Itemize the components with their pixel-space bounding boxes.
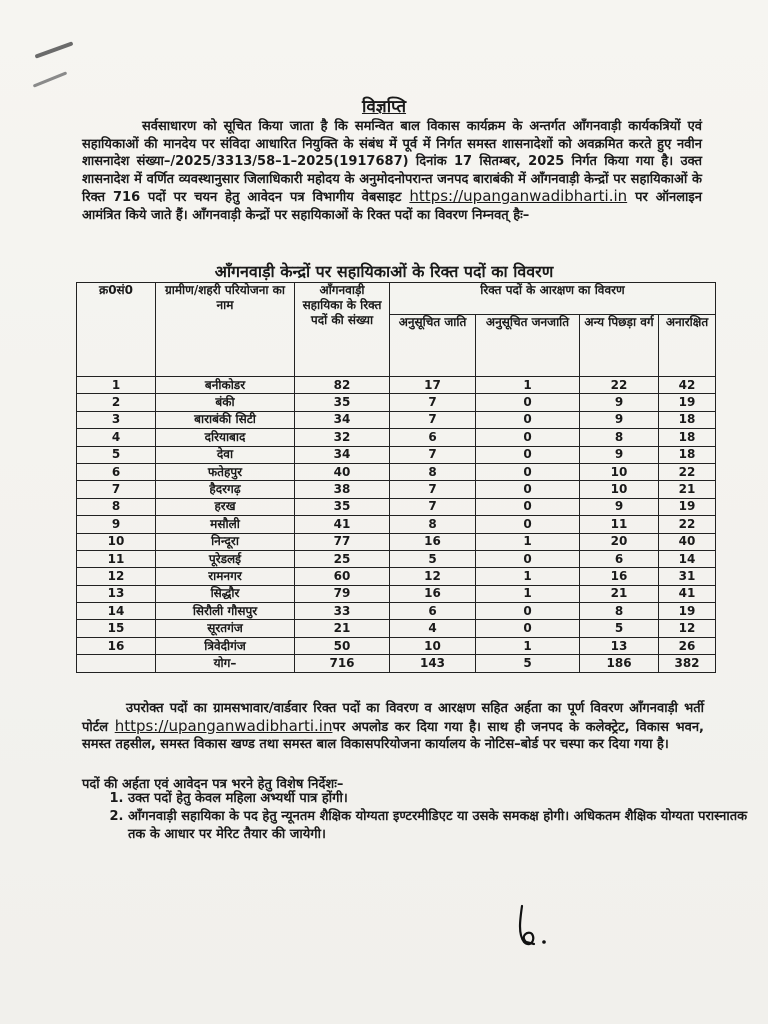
- cell-posts: 25: [295, 550, 390, 567]
- cell-st: 1: [476, 533, 580, 550]
- notice-title: विज्ञप्ति: [361, 97, 407, 117]
- cell-obc: 9: [580, 446, 659, 463]
- cell-obc: 13: [580, 637, 659, 654]
- cell-project: मसौली: [156, 516, 295, 533]
- table-row: [77, 463, 716, 480]
- header-general: अनारक्षित: [659, 315, 716, 377]
- cell-st: 0: [476, 481, 580, 498]
- cell-obc: 8: [580, 603, 659, 620]
- table-row: [77, 550, 716, 567]
- cell-sno: 15: [77, 620, 156, 637]
- cell-sno: 11: [77, 550, 156, 567]
- cell-sno: 10: [77, 533, 156, 550]
- total-project: योग–: [156, 655, 295, 672]
- cell-general: 19: [659, 603, 716, 620]
- table-row: [77, 533, 716, 550]
- cell-posts: 41: [295, 516, 390, 533]
- total-sc: 143: [390, 655, 476, 672]
- cell-sc: 8: [390, 463, 476, 480]
- cell-general: 40: [659, 533, 716, 550]
- cell-obc: 5: [580, 620, 659, 637]
- cell-sc: 7: [390, 498, 476, 515]
- cell-obc: 6: [580, 550, 659, 567]
- table-row: [77, 568, 716, 585]
- total-obc: 186: [580, 655, 659, 672]
- total-row: [77, 655, 716, 672]
- portal-paragraph: उपरोक्त पदों का ग्रामसभावार/वार्डवार रिक्त पदों का विवरण व आरक्षण सहित अर्हता का पूर्ण विवरण आँगनवाड़ी भर्ती पोर्टल https://upanganwadibharti.inपर अपलोड कर दिया गया है। साथ ही जनपद के कलेक्ट्रेट, विकास भवन, समस्त तहसील, समस्त विकास खण्ड तथा समस्त बाल विकासपरियोजना कार्यालय के नोटिस–बोर्ड पर चस्पा कर दिया गया है।: [82, 701, 704, 752]
- cell-project: हरख: [156, 498, 295, 515]
- cell-sc: 7: [390, 481, 476, 498]
- table-row: [77, 498, 716, 515]
- table-row: [77, 603, 716, 620]
- cell-posts: 38: [295, 481, 390, 498]
- table-row: [77, 394, 716, 411]
- cell-general: 41: [659, 585, 716, 602]
- cell-obc: 8: [580, 429, 659, 446]
- cell-st: 0: [476, 498, 580, 515]
- cell-st: 1: [476, 585, 580, 602]
- cell-st: 0: [476, 603, 580, 620]
- cell-general: 19: [659, 498, 716, 515]
- cell-project: फतेहपुर: [156, 463, 295, 480]
- cell-st: 0: [476, 394, 580, 411]
- cell-st: 0: [476, 550, 580, 567]
- instruction-item: 1. उक्त पदों हेतु केवल महिला अभ्यर्थी पात्र होंगी।: [128, 790, 748, 808]
- total-sno: [77, 655, 156, 672]
- table-row: [77, 429, 716, 446]
- staple-mark: [35, 41, 74, 58]
- cell-sc: 5: [390, 550, 476, 567]
- header-sc: अनुसूचित जाति: [390, 315, 476, 377]
- cell-general: 22: [659, 463, 716, 480]
- cell-sc: 7: [390, 411, 476, 428]
- cell-general: 31: [659, 568, 716, 585]
- cell-general: 22: [659, 516, 716, 533]
- table-row: [77, 585, 716, 602]
- cell-general: 18: [659, 429, 716, 446]
- cell-project: बाराबंकी सिटी: [156, 411, 295, 428]
- instructions-list: [84, 790, 748, 844]
- cell-posts: 33: [295, 603, 390, 620]
- cell-general: 12: [659, 620, 716, 637]
- cell-st: 0: [476, 463, 580, 480]
- cell-sno: 8: [77, 498, 156, 515]
- cell-obc: 22: [580, 377, 659, 394]
- cell-posts: 82: [295, 377, 390, 394]
- cell-sno: 6: [77, 463, 156, 480]
- cell-general: 21: [659, 481, 716, 498]
- cell-sc: 17: [390, 377, 476, 394]
- cell-obc: 10: [580, 463, 659, 480]
- cell-project: बनीकोडर: [156, 377, 295, 394]
- cell-posts: 34: [295, 446, 390, 463]
- table-row: [77, 620, 716, 637]
- cell-posts: 35: [295, 498, 390, 515]
- cell-sc: 16: [390, 533, 476, 550]
- staple-mark-2: [33, 71, 68, 87]
- cell-st: 0: [476, 446, 580, 463]
- cell-posts: 79: [295, 585, 390, 602]
- header-st: अनुसूचित जनजाति: [476, 315, 580, 377]
- cell-st: 0: [476, 516, 580, 533]
- table-row: [77, 516, 716, 533]
- total-posts: 716: [295, 655, 390, 672]
- cell-obc: 11: [580, 516, 659, 533]
- cell-sc: 8: [390, 516, 476, 533]
- portal-link[interactable]: https://upanganwadibharti.in: [114, 716, 333, 735]
- cell-project: हैदरगढ़: [156, 481, 295, 498]
- table-row: [77, 377, 716, 394]
- header-project: ग्रामीण/शहरी परियोजना का नाम: [156, 283, 295, 377]
- cell-sno: 7: [77, 481, 156, 498]
- cell-st: 0: [476, 429, 580, 446]
- cell-sno: 16: [77, 637, 156, 654]
- cell-sc: 7: [390, 394, 476, 411]
- cell-posts: 50: [295, 637, 390, 654]
- cell-obc: 10: [580, 481, 659, 498]
- cell-project: देवा: [156, 446, 295, 463]
- cell-sno: 13: [77, 585, 156, 602]
- cell-obc: 9: [580, 394, 659, 411]
- table-title: आँगनवाड़ी केन्द्रों पर सहायिकाओं के रिक्त पदों का विवरण: [214, 262, 554, 281]
- cell-sc: 6: [390, 429, 476, 446]
- cell-sc: 10: [390, 637, 476, 654]
- instructions-heading: पदों की अर्हता एवं आवेदन पत्र भरने हेतु विशेष निर्देशः–: [82, 777, 344, 792]
- cell-project: निन्दूरा: [156, 533, 295, 550]
- cell-general: 42: [659, 377, 716, 394]
- cell-obc: 9: [580, 498, 659, 515]
- cell-posts: 34: [295, 411, 390, 428]
- total-st: 5: [476, 655, 580, 672]
- cell-sno: 12: [77, 568, 156, 585]
- cell-posts: 21: [295, 620, 390, 637]
- cell-st: 0: [476, 411, 580, 428]
- vacancy-table: [76, 282, 716, 673]
- table-row: [77, 446, 716, 463]
- instruction-item: 2. आँगनवाड़ी सहायिका के पद हेतु न्यूनतम शैक्षिक योग्यता इण्टरमीडिएट या उसके समकक्ष होगी। अधिकतम शैक्षिक योग्यता परास्नातक तक के आधार पर मेरिट तैयार की जायेगी।: [128, 808, 748, 844]
- cell-obc: 21: [580, 585, 659, 602]
- table-row: [77, 411, 716, 428]
- cell-project: सिरौली गौसपुर: [156, 603, 295, 620]
- cell-project: दरियाबाद: [156, 429, 295, 446]
- cell-project: रामनगर: [156, 568, 295, 585]
- cell-project: सूरतगंज: [156, 620, 295, 637]
- cell-obc: 9: [580, 411, 659, 428]
- cell-general: 26: [659, 637, 716, 654]
- cell-posts: 32: [295, 429, 390, 446]
- header-reservation: रिक्त पदों के आरक्षण का विवरण: [390, 283, 716, 315]
- cell-obc: 20: [580, 533, 659, 550]
- cell-posts: 35: [295, 394, 390, 411]
- cell-sno: 1: [77, 377, 156, 394]
- cell-st: 1: [476, 377, 580, 394]
- cell-posts: 77: [295, 533, 390, 550]
- cell-st: 0: [476, 620, 580, 637]
- cell-project: पूरेडलई: [156, 550, 295, 567]
- cell-st: 1: [476, 568, 580, 585]
- cell-sno: 4: [77, 429, 156, 446]
- cell-sno: 5: [77, 446, 156, 463]
- cell-posts: 40: [295, 463, 390, 480]
- cell-sno: 14: [77, 603, 156, 620]
- cell-sc: 4: [390, 620, 476, 637]
- signature-mark: [512, 900, 552, 950]
- table-row: [77, 481, 716, 498]
- website-link[interactable]: https://upanganwadibharti.in: [409, 187, 628, 205]
- cell-general: 18: [659, 446, 716, 463]
- total-general: 382: [659, 655, 716, 672]
- cell-sc: 6: [390, 603, 476, 620]
- cell-posts: 60: [295, 568, 390, 585]
- cell-sc: 12: [390, 568, 476, 585]
- cell-sc: 7: [390, 446, 476, 463]
- cell-st: 1: [476, 637, 580, 654]
- cell-general: 18: [659, 411, 716, 428]
- header-sno: क्र0सं0: [77, 283, 156, 377]
- cell-project: सिद्धौर: [156, 585, 295, 602]
- cell-sno: 3: [77, 411, 156, 428]
- header-obc: अन्य पिछड़ा वर्ग: [580, 315, 659, 377]
- cell-general: 14: [659, 550, 716, 567]
- table-row: [77, 637, 716, 654]
- header-posts: आँगनवाड़ी सहायिका के रिक्त पदों की संख्या: [295, 283, 390, 377]
- cell-project: बंकी: [156, 394, 295, 411]
- cell-project: त्रिवेदीगंज: [156, 637, 295, 654]
- cell-general: 19: [659, 394, 716, 411]
- cell-sno: 2: [77, 394, 156, 411]
- cell-obc: 16: [580, 568, 659, 585]
- cell-sc: 16: [390, 585, 476, 602]
- cell-sno: 9: [77, 516, 156, 533]
- notice-paragraph: सर्वसाधारण को सूचित किया जाता है कि समन्वित बाल विकास कार्यक्रम के अन्तर्गत आँगनवाड़ी कार्यकत्रियों एवं सहायिकाओं की मानदेय पर संविदा आधारित नियुक्ति के संबंध में पूर्व में निर्गत समस्त शासनादेशों को अवक्रमित करते हुए नवीन शासनादेश संख्या–/2025/3313/58–1–2025(1917687) दिनांक 17 सितम्बर, 2025 निर्गत किया गया है। उक्त शासनादेश में वर्णित व्यवस्थानुसार जिलाधिकारी महोदय के अनुमोदनोपरान्त जनपद बाराबंकी में आँगनवाड़ी केन्द्रों पर सहायिकाओं के रिक्त 716 पदों पर चयन हेतु आवेदन पत्र विभागीय वेबसाइट https://upanganwadibharti.in पर ऑनलाइन आमंत्रित किये जाते हैं। आँगनवाड़ी केन्द्रों पर सहायिकाओं के रिक्त पदों का विवरण निम्नवत् हैः–: [82, 119, 703, 223]
